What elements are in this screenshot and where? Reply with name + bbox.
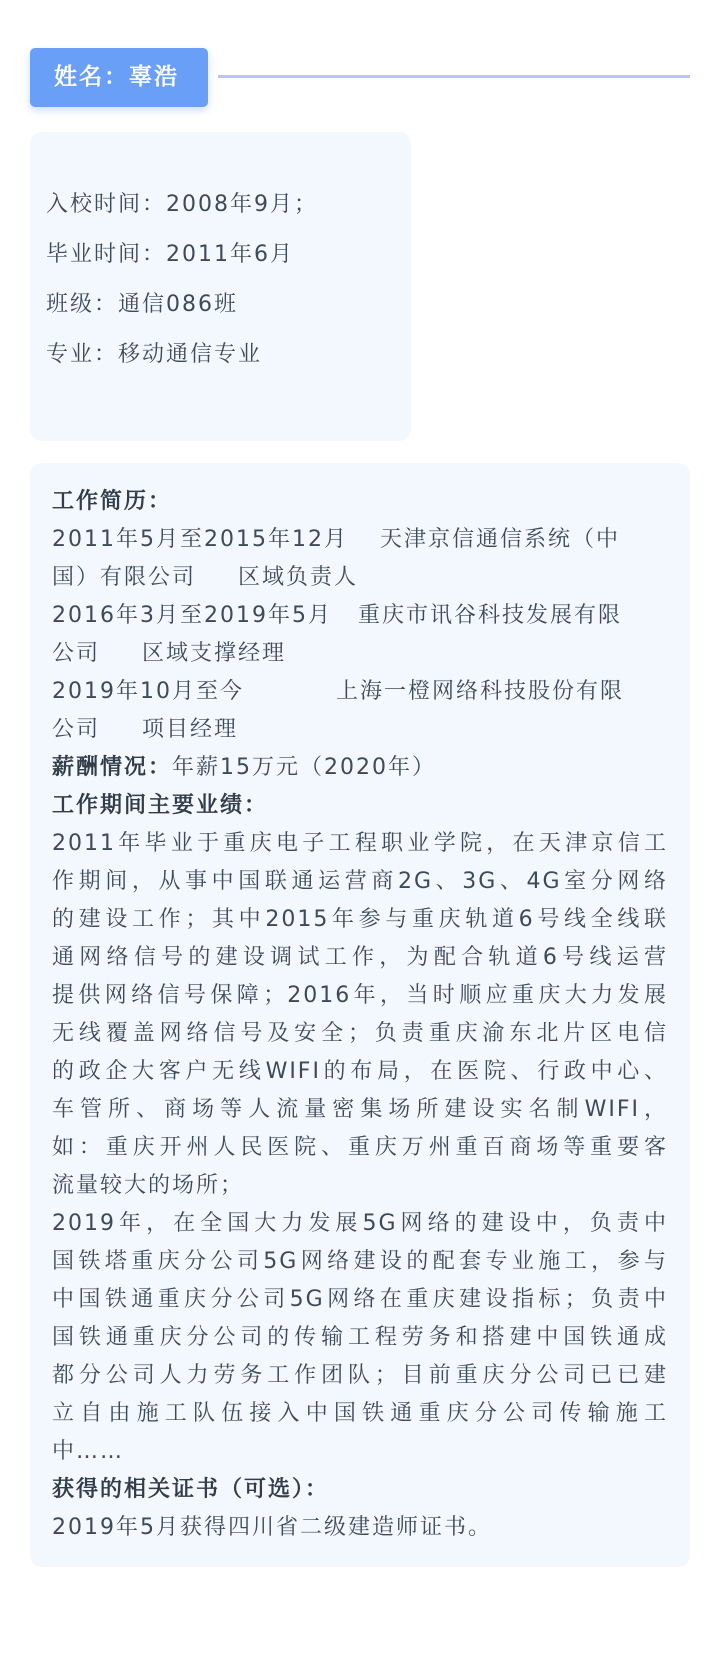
salary-value: 年薪15万元（2020年）	[172, 755, 436, 780]
work-entry-1-line1	[52, 521, 668, 559]
work-entry-3-company-part2: 公司	[52, 717, 101, 742]
achievement-p2-line: 立自由施工队伍接入中国铁通重庆分公司传输施工	[52, 1401, 668, 1426]
header-divider-line	[218, 75, 690, 78]
basic-info-card	[30, 132, 411, 441]
work-entry-1-company-part2: 国）有限公司	[52, 565, 197, 590]
work-entry-2-line2	[52, 635, 668, 673]
work-entry-1-company-part1: 天津京信通信系统（中	[379, 527, 620, 552]
salary-label: 薪酬情况：	[52, 755, 173, 780]
achievement-p2-line: 国铁塔重庆分公司5G网络建设的配套专业施工，参与	[52, 1249, 668, 1274]
achievement-p1-line: 的政企大客户无线WIFI的布局，在医院、行政中心、	[52, 1059, 668, 1084]
achievement-p1-line: 通网络信号的建设调试工作，为配合轨道6号线运营	[52, 945, 668, 970]
work-entry-2-role: 区域支撑经理	[142, 641, 287, 666]
work-entry-2-period: 2016年3月至2019年5月	[52, 603, 332, 628]
achievement-p1-line: 车管所、商场等人流量密集场所建设实名制WIFI，	[52, 1097, 668, 1122]
achievement-p1-line: 无线覆盖网络信号及安全；负责重庆渝东北片区电信	[52, 1021, 668, 1046]
achievement-p1-line: 的建设工作；其中2015年参与重庆轨道6号线全线联	[52, 907, 668, 932]
work-entry-3-period: 2019年10月至今	[52, 679, 244, 704]
name-badge: 姓名：辜浩	[30, 48, 208, 107]
work-entry-3-company-part1: 上海一橙网络科技股份有限	[335, 679, 624, 704]
work-entry-3-line1	[52, 673, 668, 711]
work-entry-3-role: 项目经理	[142, 717, 239, 742]
name-header	[30, 48, 690, 107]
work-detail-card	[30, 463, 690, 1567]
work-entry-2-company-part1: 重庆市讯谷科技发展有限	[357, 603, 622, 628]
achievements-heading: 工作期间主要业绩：	[52, 793, 269, 818]
achievement-p1-line: 2011年毕业于重庆电子工程职业学院，在天津京信工	[52, 831, 668, 856]
graduate-time: 毕业时间：2011年6月	[46, 242, 294, 267]
achievement-p2-line: 2019年，在全国大力发展5G网络的建设中，负责中	[52, 1211, 668, 1236]
certificates-heading: 获得的相关证书（可选）：	[52, 1477, 330, 1502]
salary-line	[52, 749, 668, 787]
achievement-p2-line: 国铁通重庆分公司的传输工程劳务和搭建中国铁通成	[52, 1325, 668, 1350]
major: 专业：移动通信专业	[46, 342, 263, 367]
achievement-p1-line: 流量较大的场所；	[52, 1173, 245, 1198]
work-history-heading: 工作简历：	[52, 489, 173, 514]
work-entry-1-line2	[52, 559, 668, 597]
certificates-value: 2019年5月获得四川省二级建造师证书。	[52, 1515, 492, 1540]
enroll-time: 入校时间：2008年9月；	[46, 192, 318, 217]
work-entry-3-line2	[52, 711, 668, 749]
work-entry-2-company-part2: 公司	[52, 641, 101, 666]
achievement-p2-line: 中国铁通重庆分公司5G网络在重庆建设指标；负责中	[52, 1287, 668, 1312]
class-name: 班级：通信086班	[46, 292, 238, 317]
work-entry-2-line1	[52, 597, 668, 635]
achievement-p1-line: 如：重庆开州人民医院、重庆万州重百商场等重要客	[52, 1135, 668, 1160]
achievement-p1-line: 作期间，从事中国联通运营商2G、3G、4G室分网络	[52, 869, 668, 894]
achievement-p2-line: 都分公司人力劳务工作团队；目前重庆分公司已已建	[52, 1363, 668, 1388]
achievement-p1-line: 提供网络信号保障；2016年，当时顺应重庆大力发展	[52, 983, 668, 1008]
work-entry-1-role: 区域负责人	[238, 565, 359, 590]
achievement-p2-line: 中……	[52, 1439, 125, 1464]
work-entry-1-period: 2011年5月至2015年12月	[52, 527, 348, 552]
